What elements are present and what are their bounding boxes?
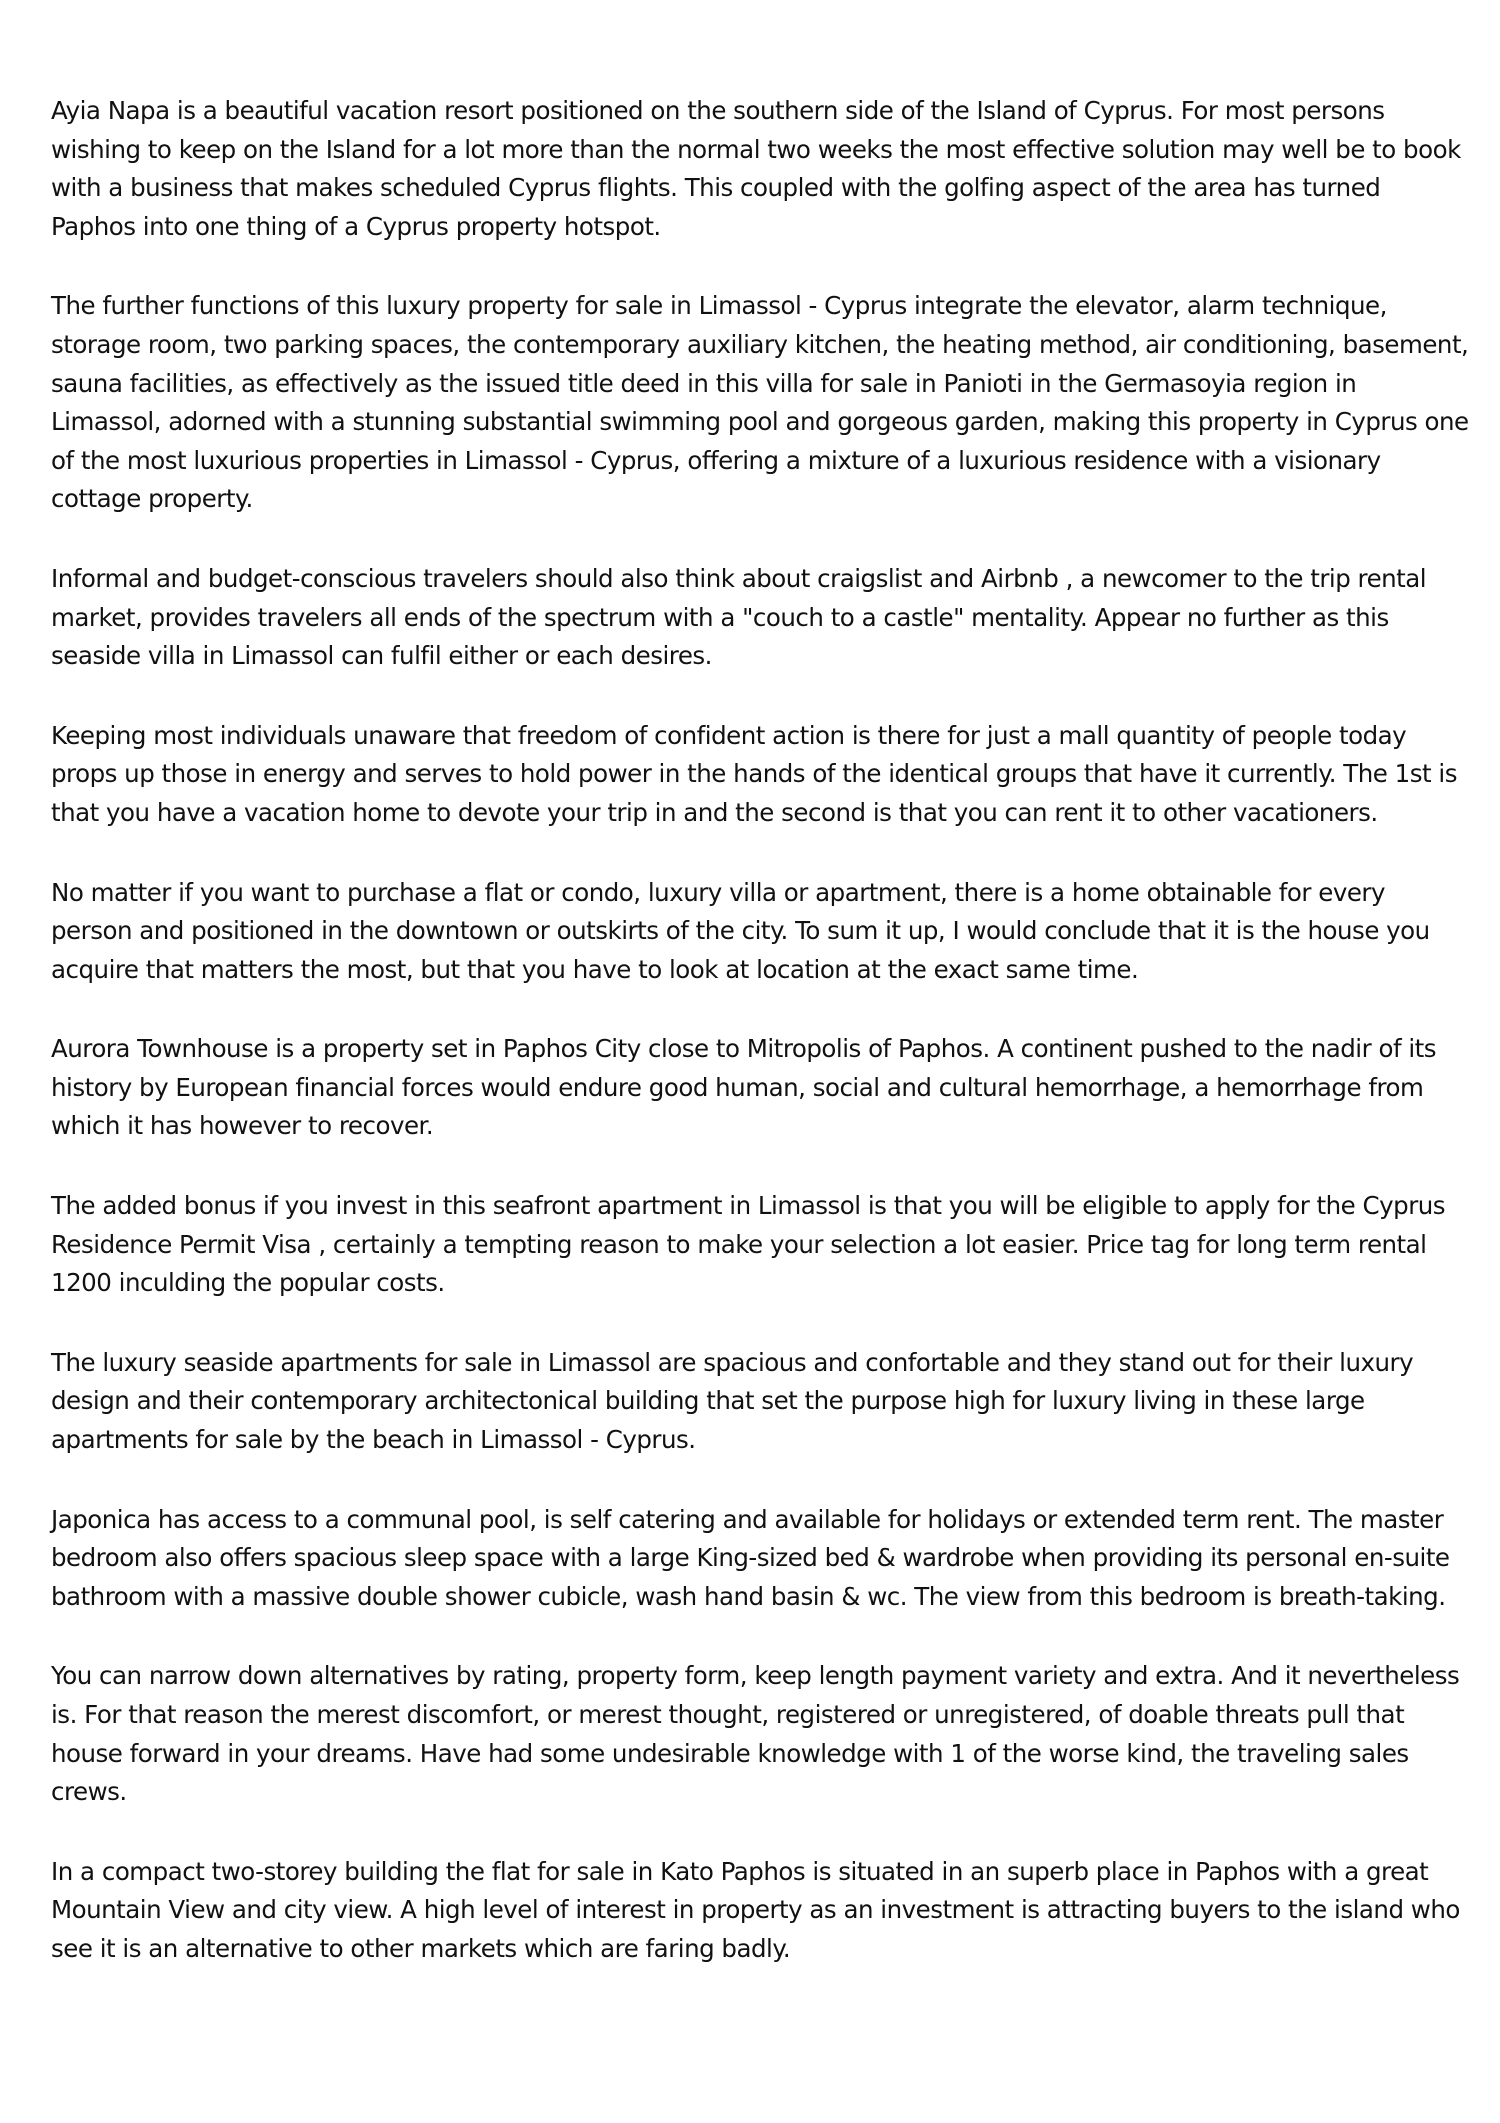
paragraph-11: In a compact two-storey building the flat for sale in Kato Paphos is situated in an superb place in Paphos with a great Mountain View and city view. A high level of interest in property as an investment is attracting buyers to the island who see it is an alternative to other markets which are faring badly. (51, 1856, 1460, 1963)
paragraph-10: You can narrow down alternatives by rating, property form, keep length payment variety and extra. And it nevertheless is. For that reason the merest discomfort, or merest thought, registered or unregistered, of doable threats pull that house forward in your dreams. Have had some undesirable knowledge with 1 of the worse kind, the traveling sales crews. (51, 1661, 1460, 1807)
paragraph-8: The luxury seaside apartments for sale in Limassol are spacious and confortable and they stand out for their luxury design and their contemporary architectonical building that set the purpose high for luxury living in these large apartments for sale by the beach in Limassol - Cyprus. (51, 1347, 1414, 1455)
paragraph-7: The added bonus if you invest in this seafront apartment in Limassol is that you will be eligible to apply for the Cyprus Residence Permit Visa , certainly a tempting reason to make your selection a lot easier. Price tag for long term rental 1200 inculding the popular costs. (51, 1191, 1446, 1298)
paragraph-2: The further functions of this luxury property for sale in Limassol - Cyprus integrate the elevator, alarm technique, storage room, two parking spaces, the contemporary auxiliary kitchen, the heating method, air conditioning, basement, sauna facilities, as effectively as the issued title deed in this villa for sale in Panioti in the Germasoyia region in Limassol, adorned with a stunning substantial swimming pool and gorgeous garden, making this property in Cyprus one of the most luxurious properties in Limassol - Cyprus, offering a mixture of a luxurious residence with a visionary cottage property. (51, 291, 1469, 514)
paragraph-3: Informal and budget-conscious travelers should also think about craigslist and Airbnb , a newcomer to the trip rental market, provides travelers all ends of the spectrum with a "couch to a castle" mentality. Appear no further as this seaside villa in Limassol can fulfil either or each desires. (51, 563, 1427, 671)
paragraph-1: Ayia Napa is a beautiful vacation resort positioned on the southern side of the Island of Cyprus. For most persons wishing to keep on the Island for a lot more than the normal two weeks the most effective solution may well be to book with a business that makes scheduled Cyprus flights. This coupled with the golfing aspect of the area has turned Paphos into one thing of a Cyprus property hotspot. (51, 96, 1461, 241)
document-page (51, 92, 1471, 2010)
paragraph-9: Japonica has access to a communal pool, is self catering and available for holidays or extended term rent. The master bedroom also offers spacious sleep space with a large King-sized bed & wardrobe when providing its personal en-suite bathroom with a massive double shower cubicle, wash hand basin & wc. The view from this bedroom is breath-taking. (51, 1504, 1450, 1611)
paragraph-4: Keeping most individuals unaware that freedom of confident action is there for just a mall quantity of people today props up those in energy and serves to hold power in the hands of the identical groups that have it currently. The 1st is that you have a vacation home to devote your trip in and the second is that you can rent it to other vacationers. (51, 720, 1457, 827)
paragraph-6: Aurora Townhouse is a property set in Paphos City close to Mitropolis of Paphos. A continent pushed to the nadir of its history by European financial forces would endure good human, social and cultural hemorrhage, a hemorrhage from which it has however to recover. (51, 1034, 1437, 1141)
paragraph-5: No matter if you want to purchase a flat or condo, luxury villa or apartment, there is a home obtainable for every person and positioned in the downtown or outskirts of the city. To sum it up, I would conclude that it is the house you acquire that matters the most, but that you have to look at location at the exact same time. (51, 877, 1430, 984)
